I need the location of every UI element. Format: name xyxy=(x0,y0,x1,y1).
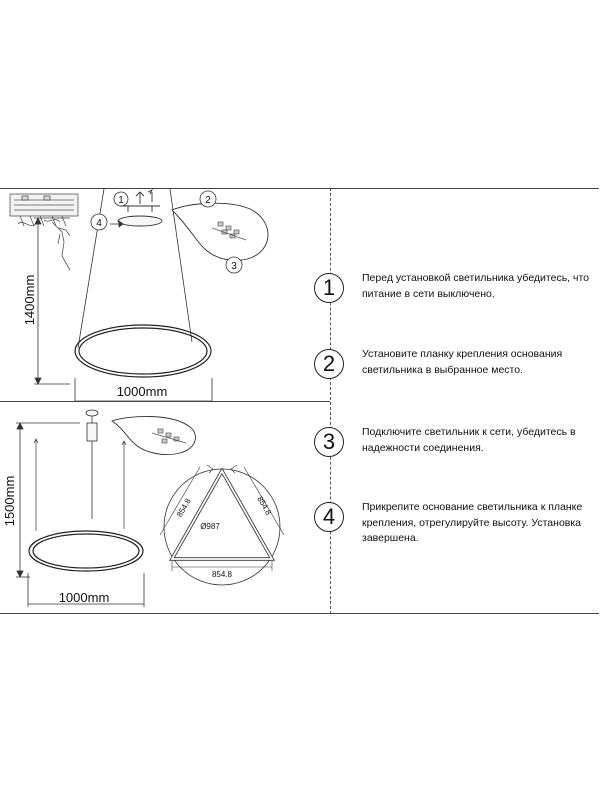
step-1-text: Перед установкой светильника убедитесь, что питание в сети выключено. xyxy=(362,272,590,300)
callout-4-label: 4 xyxy=(96,218,102,229)
step-2-text: Установите планку крепления основания светильника в выбранное место. xyxy=(362,348,563,376)
vertical-divider xyxy=(330,188,331,614)
step-2-number: 2 xyxy=(314,349,344,379)
ring-luminaire xyxy=(75,325,211,377)
step-1-number: 1 xyxy=(314,273,344,303)
step-4-number: 4 xyxy=(314,502,344,532)
height-label-top: 1400mm xyxy=(22,274,37,326)
callout-2-label: 2 xyxy=(205,195,211,206)
triangle-side-bottom-label: 854.8 xyxy=(211,570,233,579)
height-label-bottom: 1500mm xyxy=(2,475,17,527)
triangle-side-right-label: 854.8 xyxy=(255,494,274,517)
width-label-bottom: 1000mm xyxy=(58,590,110,605)
width-label-top: 1000mm xyxy=(116,384,168,399)
callout-3-label: 3 xyxy=(231,261,237,272)
mounting-triangle-detail xyxy=(160,465,284,585)
pendant-canopy xyxy=(86,410,98,519)
step-3-number: 3 xyxy=(314,427,344,457)
callout-4 xyxy=(91,214,107,230)
wiring-detail-bubble xyxy=(172,203,268,260)
triangle-side-left-label: 854.8 xyxy=(174,496,193,519)
callout-1-label: 1 xyxy=(118,195,124,206)
installation-drawing xyxy=(0,188,330,401)
wiring-detail-bubble-bottom xyxy=(112,416,195,454)
ring-luminaire-bottom xyxy=(29,531,143,571)
dimension-drawing xyxy=(0,401,330,613)
step-3-text: Подключите светильник к сети, убедитесь в надежности соединения. xyxy=(362,426,576,454)
step-4-text: Прикрепите основание светильника к планке крепления, отрегулируйте высоту. Установка завершена. xyxy=(362,501,583,544)
callout-3 xyxy=(226,257,242,273)
callout-2 xyxy=(200,191,216,207)
circle-diameter-label: Ø987 xyxy=(200,522,220,531)
suspension-cables-bottom xyxy=(34,439,126,531)
height-dimension-bottom xyxy=(16,423,80,577)
hand-icon xyxy=(52,222,70,270)
ceiling-wiring-illustration xyxy=(10,194,78,226)
height-dimension xyxy=(34,218,70,384)
callout-1 xyxy=(114,192,128,206)
